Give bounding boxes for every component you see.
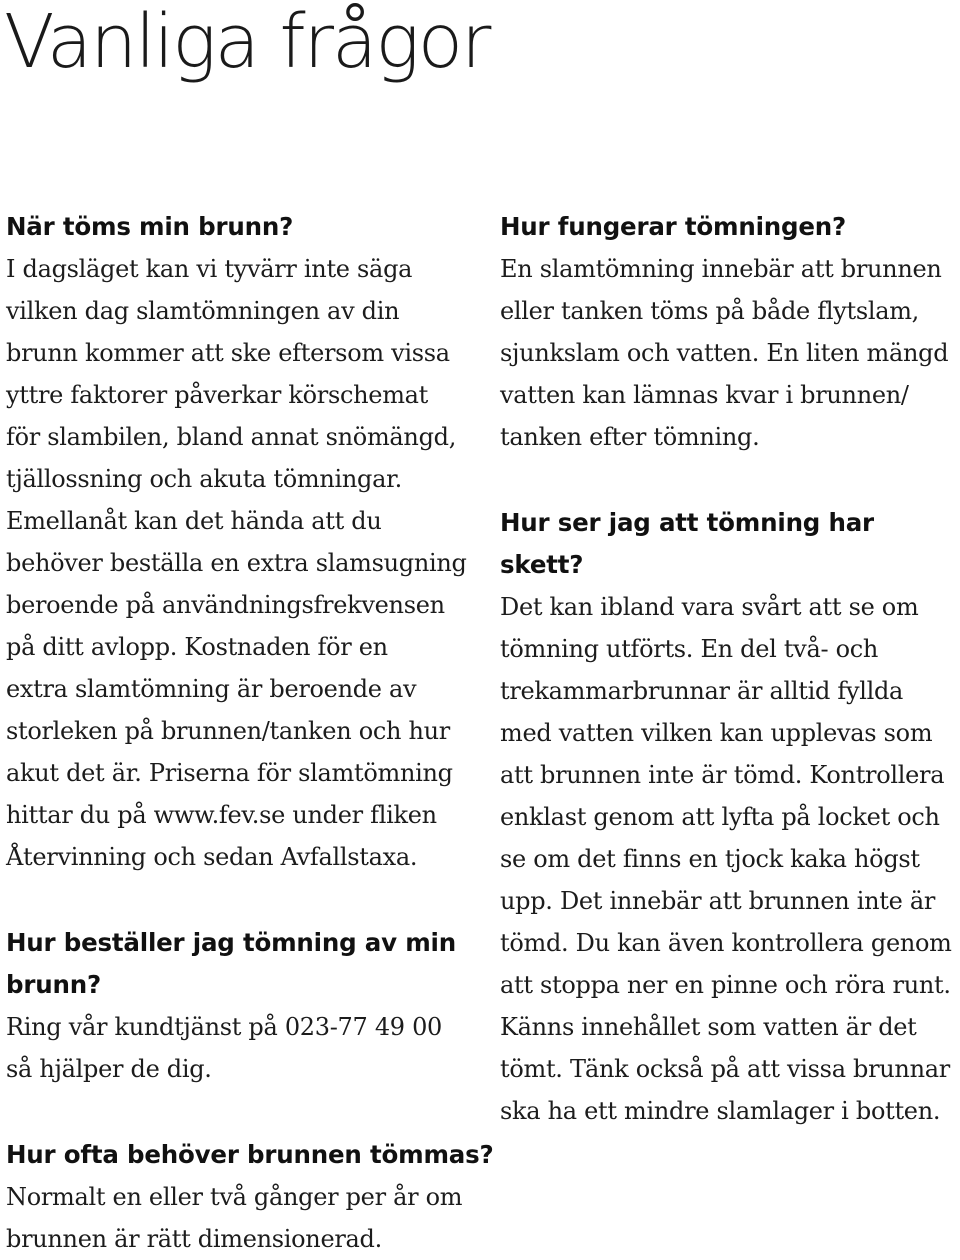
faq-question: Hur ser jag att tömning har skett? <box>500 508 874 579</box>
faq-item-how-it-works <box>500 206 960 458</box>
faq-answer: Normalt en eller två gånger per år om brunnen är rätt dimensionerad. <box>6 1183 463 1253</box>
faq-answer: I dagsläget kan vi tyvärr inte säga vilken dag slamtömningen av din brunn kommer att ske eftersom vissa yttre faktorer påverkar körschemat för slambilen, bland annat snömängd, tjällossning och akuta tömningar. Emellanåt kan det hända att du behöver beställa en extra slamsugning beroende på användningsfrekvensen på ditt avlopp. Kostnaden för en extra slamtömning är beroende av storleken på brunnen/tanken och hur akut det är. Priserna för slamtömning hittar du på www.fev.se under fliken Återvinning och sedan Avfallstaxa. <box>6 255 467 871</box>
faq-item-how-to-verify <box>500 502 960 1132</box>
faq-question: Hur ofta behöver brunnen tömmas? <box>6 1140 494 1169</box>
faq-item-how-often <box>6 1134 566 1260</box>
page-title: Vanliga frågor <box>4 0 490 85</box>
faq-item-when-emptied <box>6 206 476 878</box>
faq-question: Hur beställer jag tömning av min brunn? <box>6 928 456 999</box>
faq-question: När töms min brunn? <box>6 212 294 241</box>
faq-answer: Det kan ibland vara svårt att se om tömning utförts. En del två- och trekammarbrunnar är alltid fyllda med vatten vilken kan upplevas som att brunnen inte är tömd. Kontrollera enklast genom att lyfta på locket och se om det finns en tjock kaka högst upp. Det innebär att brunnen inte är tömd. Du kan även kontrollera genom att stoppa ner en pinne och röra runt. Känns innehållet som vatten är det tömt. Tänk också på att vissa brunnar ska ha ett mindre slamlager i botten. <box>500 593 952 1125</box>
faq-answer: En slamtömning innebär att brunnen eller tanken töms på både flytslam, sjunkslam och vatten. En liten mängd vatten kan lämnas kvar i brunnen/ tanken efter tömning. <box>500 255 949 451</box>
faq-item-how-to-order <box>6 922 476 1090</box>
faq-question: Hur fungerar tömningen? <box>500 212 847 241</box>
faq-answer: Ring vår kundtjänst på 023-77 49 00 så hjälper de dig. <box>6 1013 443 1083</box>
